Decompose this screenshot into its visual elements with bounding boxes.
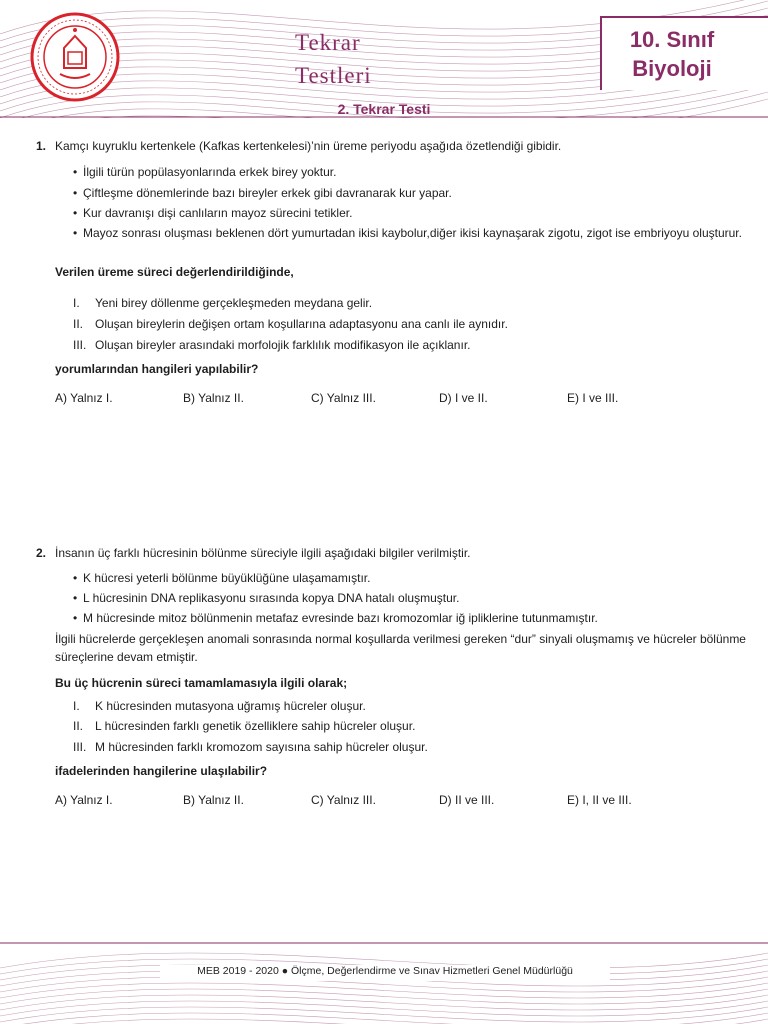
series-title (295, 26, 372, 93)
list-item: • K hücresi yeterli bölünme büyüklüğüne ulaşamamıştır. (73, 569, 768, 587)
series-title-line1-text: Tekrar (295, 30, 361, 55)
option-c[interactable]: C) Yalnız III. (311, 391, 376, 405)
statement-text: L hücresinden farklı genetik özelliklere sahip hücreler oluşur. (95, 719, 416, 733)
list-item: • M hücresinde mitoz bölünmenin metafaz evresinde bazı kromozomlar iğ ipliklerine tutunmamıştır. (73, 609, 768, 627)
list-item: • Mayoz sonrası oluşması beklenen dört yumurtadan ikisi kaybolur,diğer ikisi kaynaşarak zigotu, zigot ise embriyoyu oluşturur. (73, 224, 768, 242)
statement-2 (73, 719, 415, 733)
statement-1 (73, 296, 372, 310)
statement-roman: III. (73, 338, 87, 352)
bullet-text: Kur davranışı dişi canlıların mayoz sürecini tetikler. (83, 206, 353, 220)
subject-label: Biyoloji (632, 56, 712, 81)
grade-subject-box (600, 16, 768, 90)
option-a[interactable]: A) Yalnız I. (55, 391, 113, 405)
list-item: • Kur davranışı dişi canlıların mayoz sürecini tetikler. (73, 204, 768, 222)
question-stem: İnsanın üç farklı hücresinin bölünme süreciyle ilgili aşağıdaki bilgiler verilmiştir. (55, 546, 471, 560)
series-title-line2 (295, 59, 372, 92)
option-c[interactable]: C) Yalnız III. (311, 793, 376, 807)
question-note: İlgili hücrelerde gerçekleşen anomali sonrasında normal koşullarda verilmesi gereken “dur” sinyali oluşmamış ve hücreler bölünme süreçlerine devam etmiştir. (55, 632, 746, 664)
wave-line (0, 1007, 768, 1022)
bullet-text: İlgili türün popülasyonlarında erkek birey yoktur. (83, 165, 337, 179)
series-title-line2-text: Testleri (295, 63, 372, 89)
statement-roman: I. (73, 699, 80, 713)
wave-line (0, 989, 768, 1004)
option-d[interactable]: D) I ve II. (439, 391, 488, 405)
option-e[interactable]: E) I ve III. (567, 391, 619, 405)
option-e[interactable]: E) I, II ve III. (567, 793, 632, 807)
option-a[interactable]: A) Yalnız I. (55, 793, 113, 807)
statement-3 (73, 338, 470, 352)
statement-1 (73, 699, 366, 713)
test-title: 2. Tekrar Testi (337, 101, 431, 117)
question-number: 1. (36, 139, 47, 153)
statement-3 (73, 740, 428, 754)
meb-seal-icon (30, 12, 120, 102)
option-b[interactable]: B) Yalnız II. (183, 391, 244, 405)
question-lead: Bu üç hücrenin süreci tamamlamasıyla ilgili olarak; (55, 676, 348, 690)
statement-roman: II. (73, 317, 84, 331)
statement-text: Yeni birey döllenme gerçekleşmeden meydana gelir. (95, 296, 373, 310)
wave-line (0, 983, 768, 998)
question-number: 2. (36, 546, 47, 560)
wave-line (0, 995, 768, 1010)
series-title-line1 (295, 26, 372, 59)
list-item: • İlgili türün popülasyonlarında erkek birey yoktur. (73, 163, 768, 181)
statement-text: M hücresinden farklı kromozom sayısına sahip hücreler oluşur. (95, 740, 428, 754)
list-item: • L hücresinin DNA replikasyonu sırasında kopya DNA hatalı oluşmuştur. (73, 589, 768, 607)
bullet-text: M hücresinde mitoz bölünmenin metafaz evresinde bazı kromozomlar iğ ipliklerine tutunmamıştır. (83, 611, 598, 625)
page-footer (0, 940, 768, 1024)
footer-wave-pattern (0, 940, 768, 1024)
statement-text: K hücresinden mutasyona uğramış hücreler oluşur. (95, 699, 366, 713)
question-stem: Kamçı kuyruklu kertenkele (Kafkas kertenkelesi)’nin üreme periyodu aşağıda özetlendiği gibidir. (55, 139, 562, 153)
wave-line (0, 1001, 768, 1016)
bullet-text: K hücresi yeterli bölünme büyüklüğüne ulaşamamıştır. (83, 571, 371, 585)
option-b[interactable]: B) Yalnız II. (183, 793, 244, 807)
bullet-text: L hücresinin DNA replikasyonu sırasında kopya DNA hatalı oluşmuştur. (83, 591, 460, 605)
statement-2 (73, 317, 508, 331)
question-lead: Verilen üreme süreci değerlendirildiğinde, (55, 265, 294, 279)
footer-text: MEB 2019 - 2020 ● Ölçme, Değerlendirme ve Sınav Hizmetleri Genel Müdürlüğü (160, 965, 610, 981)
option-d[interactable]: D) II ve III. (439, 793, 495, 807)
bullet-text: Çiftleşme dönemlerinde bazı bireyler erkek gibi davranarak kur yapar. (83, 186, 452, 200)
bullet-text: Mayoz sonrası oluşması beklenen dört yumurtadan ikisi kaybolur,diğer ikisi kaynaşarak zigotu, zigot ise embriyoyu oluşturur. (83, 226, 742, 240)
statement-roman: I. (73, 296, 80, 310)
statement-text: Oluşan bireylerin değişen ortam koşullarına adaptasyonu ana canlı ile aynıdır. (95, 317, 508, 331)
question-prompt: yorumlarından hangileri yapılabilir? (55, 362, 259, 376)
question-prompt: ifadelerinden hangilerine ulaşılabilir? (55, 764, 268, 778)
statement-text: Oluşan bireyler arasındaki morfolojik farklılık modifikasyon ile açıklanır. (95, 338, 471, 352)
grade-label: 10. Sınıf (629, 27, 715, 52)
statement-roman: II. (73, 719, 84, 733)
statement-roman: III. (73, 740, 87, 754)
list-item: • Çiftleşme dönemlerinde bazı bireyler erkek gibi davranarak kur yapar. (73, 184, 768, 202)
